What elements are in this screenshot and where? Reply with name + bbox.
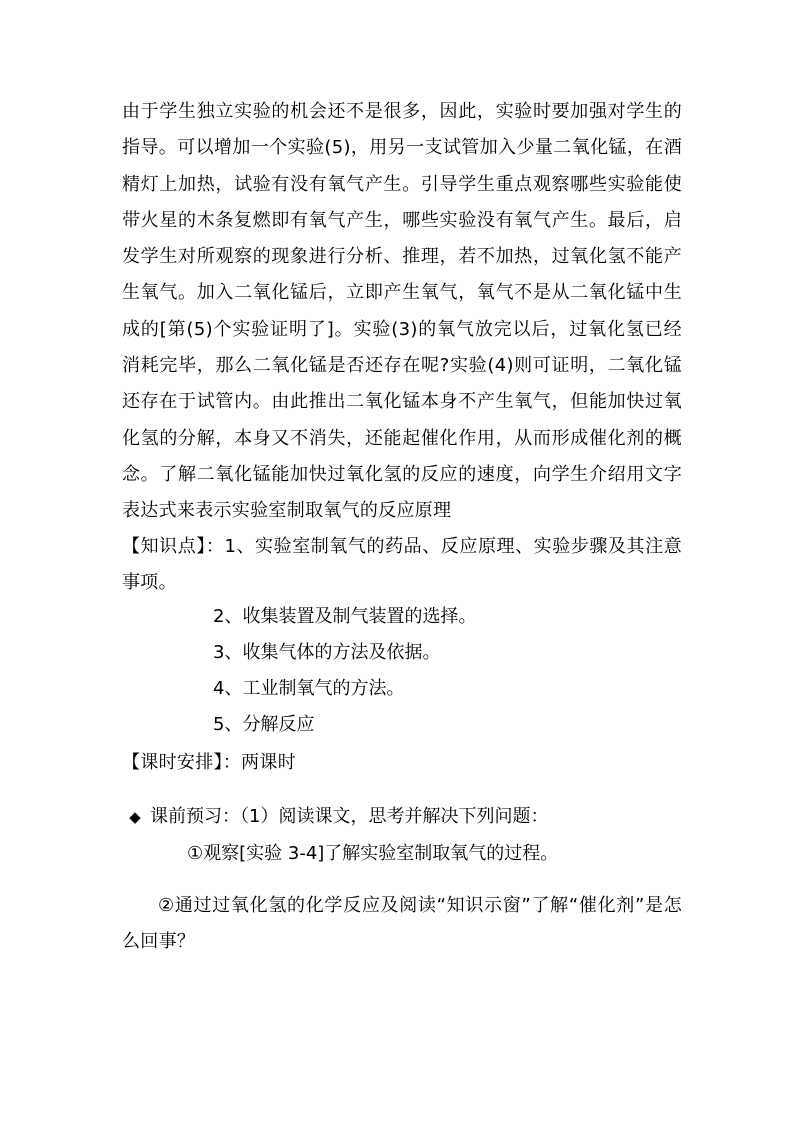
preview-question-1: ①观察[实验 3-4]了解实验室制取氧气的过程。	[187, 843, 559, 864]
schedule-heading: 【课时安排】	[122, 752, 223, 773]
knowledge-point-item-2: 2、收集装置及制气装置的选择。	[213, 606, 477, 627]
preview-text: 课前预习：（1）阅读课文，思考并解决下列问题：	[150, 806, 549, 827]
preview-question-2: ②通过过氧化氢的化学反应及阅读“知识示窗”了解“催化剂”是怎么回事？	[122, 895, 682, 953]
schedule-line	[122, 745, 682, 781]
preview-line	[128, 805, 548, 829]
knowledge-point-text-1: ：1、实验室制氧气的药品、反应原理、实验步骤及其注意事项。	[122, 536, 682, 594]
knowledge-point-item-5: 5、分解反应	[213, 714, 315, 735]
knowledge-point-item-1	[122, 529, 682, 602]
intro-paragraph: 由于学生独立实验的机会还不是很多，因此，实验时要加强对学生的指导。可以增加一个实验(5)，用另一支试管加入少量二氧化锰，在酒精灯上加热，试验有没有氧气产生。引导学生重点观察哪些实验能使带火星的木条复燃即有氧气产生，哪些实验没有氧气产生。最后，启发学生对所观察的现象进行分析、推理，若不加热，过氧化氢不能产生氧气。加入二氧化锰后，立即产生氧气，氧气不是从二氧化锰中生成的[第(5)个实验证明了]。实验(3)的氧气放完以后，过氧化氢已经消耗完毕，那么二氧化锰是否还存在呢?实验(4)则可证明，二氧化锰还存在于试管内。由此推出二氧化锰本身不产生氧气，但能加快过氧化氢的分解，本身又不消失，还能起催化作用，从而形成催化剂的概念。了解二氧化锰能加快过氧化氢的反应的速度，向学生介绍用文字表达式来表示实验室制取氧气的反应原理	[122, 101, 682, 522]
schedule-value: ：两课时	[222, 752, 297, 773]
knowledge-point-item-3: 3、收集气体的方法及依据。	[213, 642, 441, 663]
knowledge-point-item-4: 4、工业制氧气的方法。	[213, 678, 405, 699]
knowledge-points-heading: 【知识点】	[122, 536, 206, 557]
diamond-bullet-icon: ◆	[129, 808, 141, 826]
